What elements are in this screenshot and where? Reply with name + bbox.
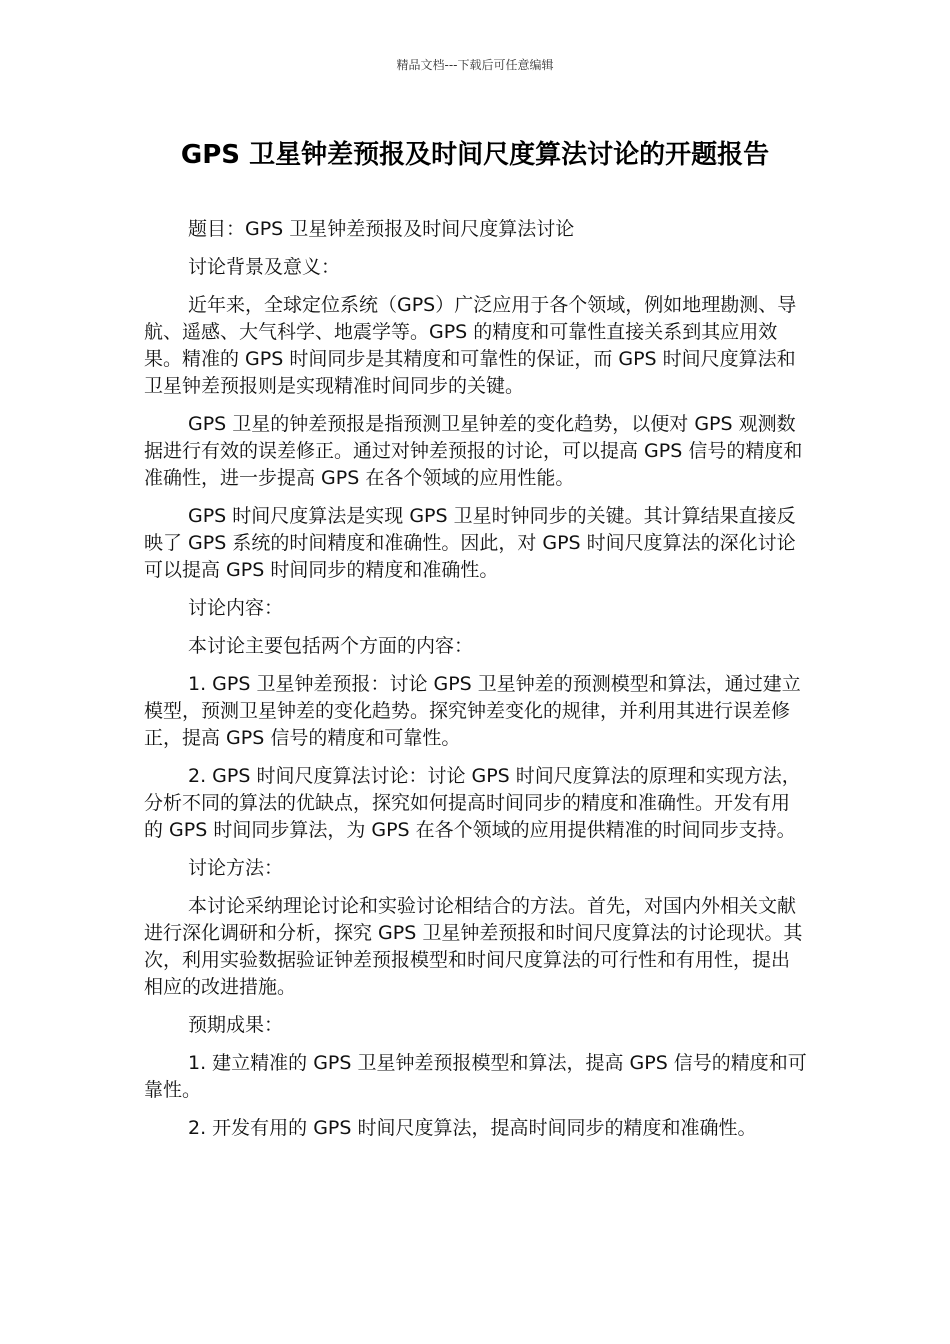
list-item-outcome-1: 1. 建立精准的 GPS 卫星钟差预报模型和算法，提高 GPS 信号的精度和可靠性。 (144, 1052, 807, 1101)
document-title: GPS 卫星钟差预报及时间尺度算法讨论的开题报告 (180, 140, 770, 170)
section-heading-outcomes: 预期成果： (188, 1014, 284, 1036)
page-header-note: 精品文档---下载后可任意编辑 (396, 58, 554, 72)
section-heading-background: 讨论背景及意义： (188, 256, 341, 278)
paragraph-background-2: GPS 卫星的钟差预报是指预测卫星钟差的变化趋势，以便对 GPS 观测数据进行有效的误差修正。通过对钟差预报的讨论，可以提高 GPS 信号的精度和准确性，进一步提高 GPS 在各个领域的应用性能。 (144, 413, 803, 489)
paragraph-background-3: GPS 时间尺度算法是实现 GPS 卫星时钟同步的关键。其计算结果直接反映了 GPS 系统的时间精度和准确性。因此，对 GPS 时间尺度算法的深化讨论可以提高 GPS 时间同步的精度和准确性。 (144, 505, 796, 581)
section-heading-method: 讨论方法： (188, 857, 284, 879)
list-item-content-1: 1. GPS 卫星钟差预报：讨论 GPS 卫星钟差的预测模型和算法，通过建立模型，预测卫星钟差的变化趋势。探究钟差变化的规律，并利用其进行误差修正，提高 GPS 信号的精度和可靠性。 (144, 673, 801, 749)
list-item-content-2: 2. GPS 时间尺度算法讨论：讨论 GPS 时间尺度算法的原理和实现方法，分析不同的算法的优缺点，探究如何提高时间同步的精度和准确性。开发有用的 GPS 时间同步算法，为 GPS 在各个领域的应用提供精准的时间同步支持。 (144, 765, 801, 841)
document-body (144, 216, 808, 1153)
topic-line: 题目：GPS 卫星钟差预报及时间尺度算法讨论 (188, 218, 575, 240)
list-item-outcome-2: 2. 开发有用的 GPS 时间尺度算法，提高时间同步的精度和准确性。 (188, 1117, 757, 1139)
section-heading-content: 讨论内容： (188, 597, 284, 619)
paragraph-content-intro: 本讨论主要包括两个方面的内容： (188, 635, 474, 657)
paragraph-method: 本讨论采纳理论讨论和实验讨论相结合的方法。首先，对国内外相关文献进行深化调研和分析，探究 GPS 卫星钟差预报和时间尺度算法的讨论现状。其次，利用实验数据验证钟差预报模型和时间尺度算法的可行性和有用性，提出相应的改进措施。 (144, 895, 803, 998)
paragraph-background-1: 近年来，全球定位系统（GPS）广泛应用于各个领域，例如地理勘测、导航、遥感、大气科学、地震学等。GPS 的精度和可靠性直接关系到其应用效果。精准的 GPS 时间同步是其精度和可靠性的保证，而 GPS 时间尺度算法和卫星钟差预报则是实现精准时间同步的关键。 (144, 294, 797, 397)
